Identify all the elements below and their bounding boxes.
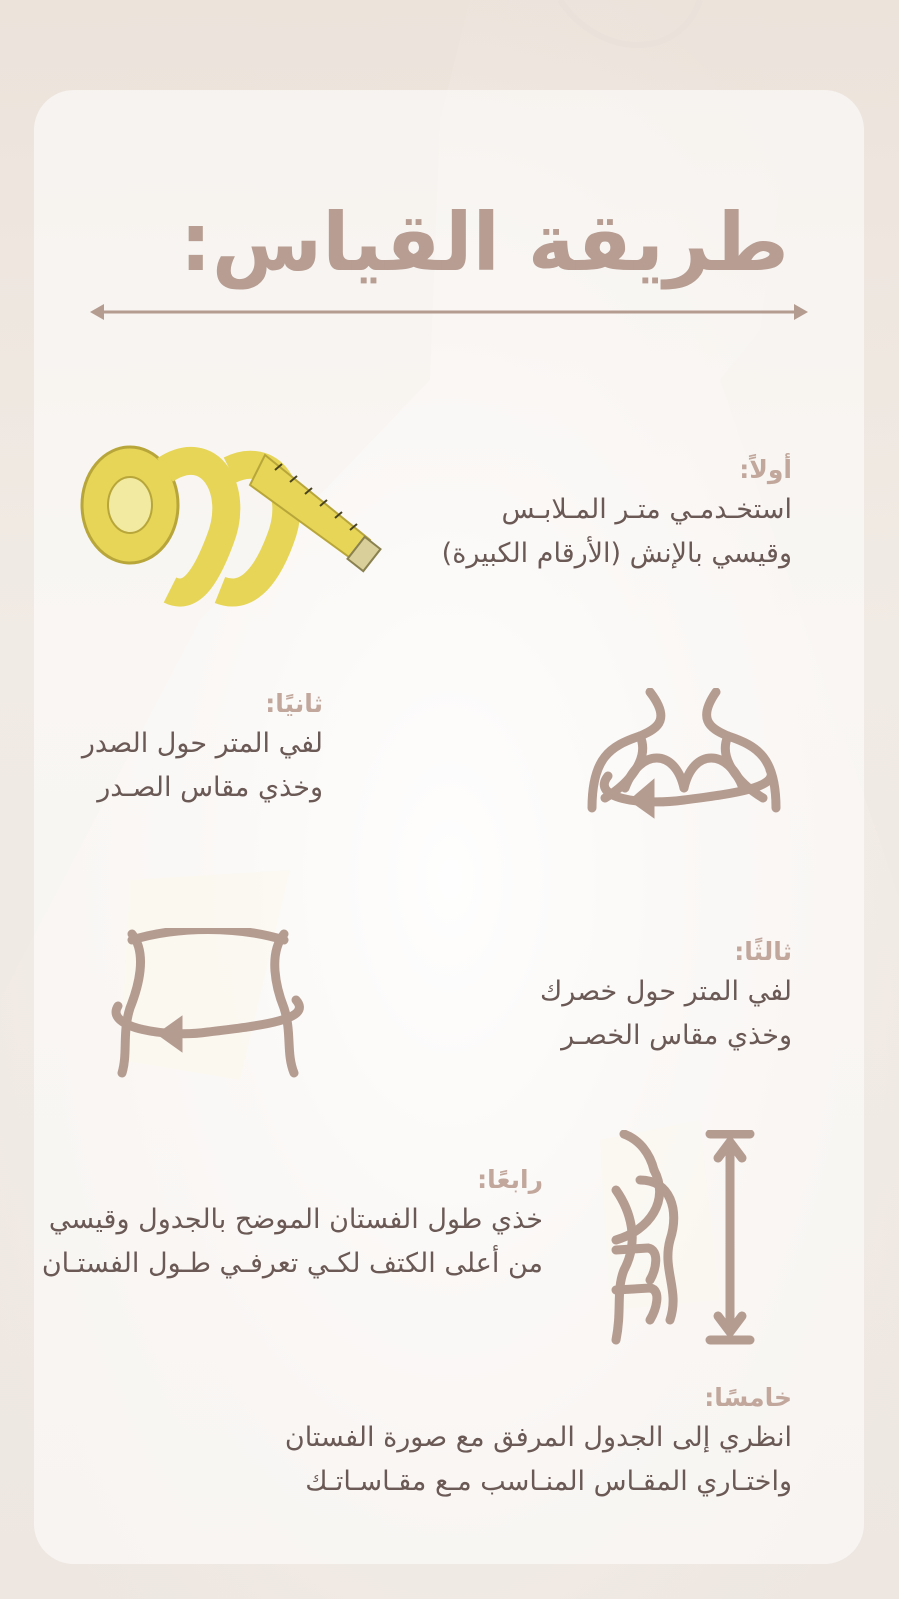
step-1 [442, 452, 792, 576]
step-3-line-1: لفي المتر حول خصرك [539, 976, 792, 1007]
measuring-tape-icon [70, 430, 390, 620]
step-4-heading: رابعًا: [477, 1165, 543, 1194]
step-5 [285, 1380, 792, 1504]
step-2 [82, 686, 323, 810]
step-1-line-2: وقيسي بالإنش (الأرقام الكبيرة) [441, 538, 792, 569]
bust-measure-icon [580, 688, 800, 828]
step-5-line-1: انظري إلى الجدول المرفق مع صورة الفستان [284, 1422, 792, 1453]
step-4-line-1: خذي طول الفستان الموضح بالجدول وقيسي [48, 1204, 543, 1235]
dress-length-icon [610, 1130, 780, 1345]
step-3 [540, 934, 792, 1058]
page-title: طريقة القياس: [179, 196, 789, 289]
step-4 [42, 1162, 543, 1286]
step-2-line-2: وخذي مقاس الصـدر [97, 772, 323, 803]
double-arrow-divider [88, 300, 810, 324]
waist-measure-icon [108, 928, 308, 1078]
step-3-line-2: وخذي مقاس الخصـر [561, 1020, 792, 1051]
step-1-line-1: استخـدمـي متـر المـلابـس [501, 494, 792, 525]
step-2-heading: ثانيًا: [265, 689, 323, 718]
step-3-heading: ثالثًا: [734, 937, 792, 966]
step-4-line-2: من أعلى الكتف لكـي تعرفـي طـول الفستـان [41, 1248, 543, 1279]
step-5-heading: خامسًا: [704, 1383, 792, 1412]
step-2-line-1: لفي المتر حول الصدر [81, 728, 323, 759]
step-5-line-2: واختـاري المقـاس المنـاسب مـع مقـاسـاتـك [305, 1466, 792, 1497]
step-1-heading: أولاً: [739, 455, 792, 484]
